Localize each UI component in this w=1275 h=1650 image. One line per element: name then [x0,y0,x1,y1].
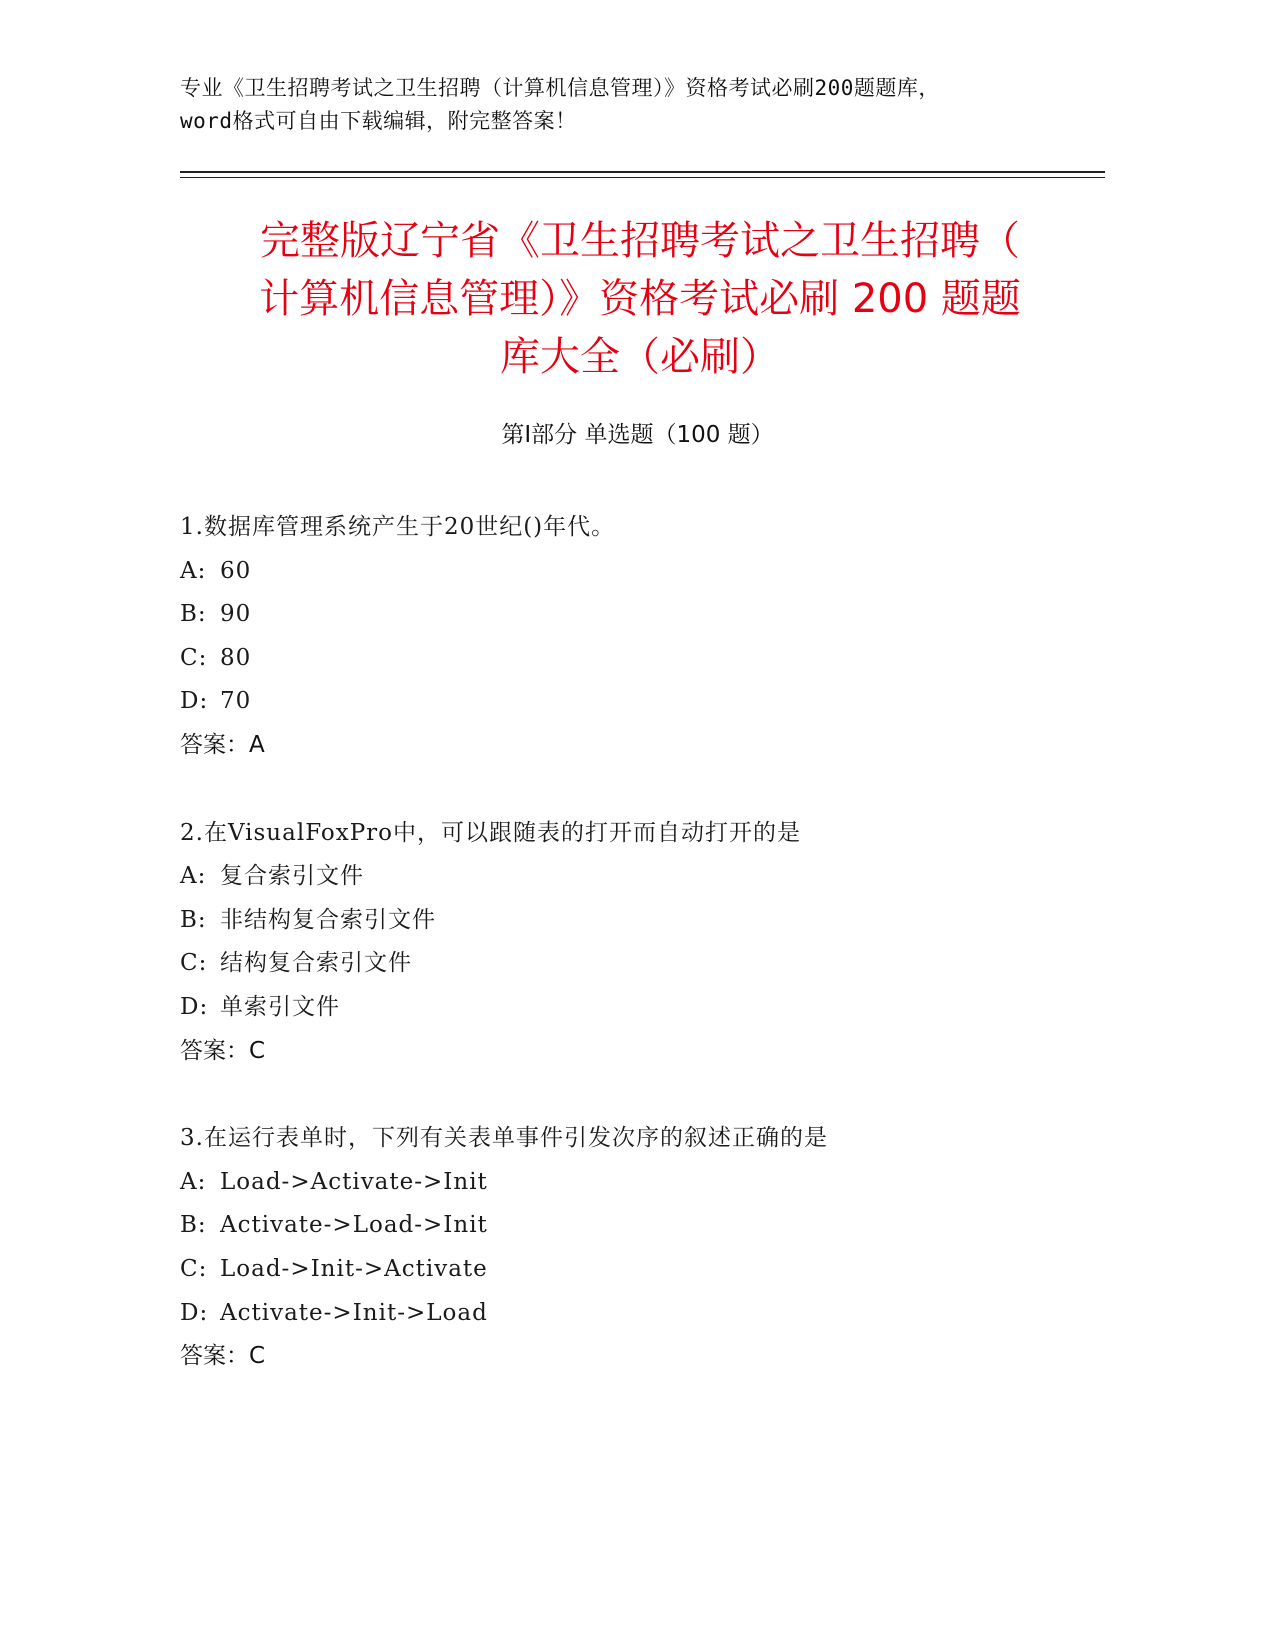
option-d [180,680,1120,724]
question-stem: 2.在VisualFoxPro中，可以跟随表的打开而自动打开的是 [180,819,802,846]
question-item [180,812,1120,1074]
option-c [180,1248,1120,1292]
title-line-1: 完整版辽宁省《卫生招聘考试之卫生招聘（ [260,218,1020,264]
header-divider-thick [180,171,1105,173]
option-key: B: [180,1212,207,1239]
header-note-line-2: word格式可自由下载编辑，附完整答案！ [180,109,577,133]
question-item [180,1117,1120,1379]
option-text: 90 [220,601,252,628]
option-text: 非结构复合索引文件 [220,906,436,933]
option-key: D: [180,688,209,715]
document-title [160,212,1120,386]
option-b [180,593,1120,637]
option-key: C: [180,644,208,671]
option-c [180,942,1120,986]
option-key: A: [180,557,207,584]
title-line-3: 库大全（必刷） [500,334,780,380]
option-text: 复合索引文件 [220,863,364,890]
option-text: Activate->Init->Load [220,1299,488,1326]
option-key: A: [180,863,207,890]
option-text: 80 [220,644,252,671]
option-key: C: [180,950,208,977]
section-heading: 第Ⅰ部分 单选题（100 题） [501,422,774,448]
question-item [180,506,1120,768]
option-key: A: [180,1168,207,1195]
option-text: 70 [220,688,252,715]
answer-line: 答案：C [180,1343,266,1370]
option-text: Load->Activate->Init [220,1168,488,1195]
option-key: B: [180,906,207,933]
option-a [180,550,1120,594]
question-stem: 3.在运行表单时，下列有关表单事件引发次序的叙述正确的是 [180,1125,828,1152]
option-b [180,1204,1120,1248]
option-d [180,1292,1120,1336]
option-key: D: [180,1299,209,1326]
option-a [180,1161,1120,1205]
option-text: 60 [220,557,252,584]
title-line-2: 计算机信息管理）》资格考试必刷 200 题题 [259,276,1021,322]
header-note [180,72,1100,138]
option-key: D: [180,993,209,1020]
answer-line: 答案：C [180,1037,266,1064]
option-key: B: [180,601,207,628]
header-note-line-1: 专业《卫生招聘考试之卫生招聘（计算机信息管理）》资格考试必刷200题题库， [180,76,940,100]
option-d [180,986,1120,1030]
option-text: 单索引文件 [220,993,340,1020]
question-list [180,506,1120,1423]
answer-line: 答案：A [180,731,265,758]
option-b [180,899,1120,943]
option-text: 结构复合索引文件 [220,950,412,977]
option-text: Activate->Load->Init [220,1212,488,1239]
header-divider-thin [180,177,1105,178]
option-key: C: [180,1255,208,1282]
option-a [180,855,1120,899]
option-c [180,637,1120,681]
option-text: Load->Init->Activate [220,1255,488,1282]
question-stem: 1.数据库管理系统产生于20世纪()年代。 [180,514,616,540]
